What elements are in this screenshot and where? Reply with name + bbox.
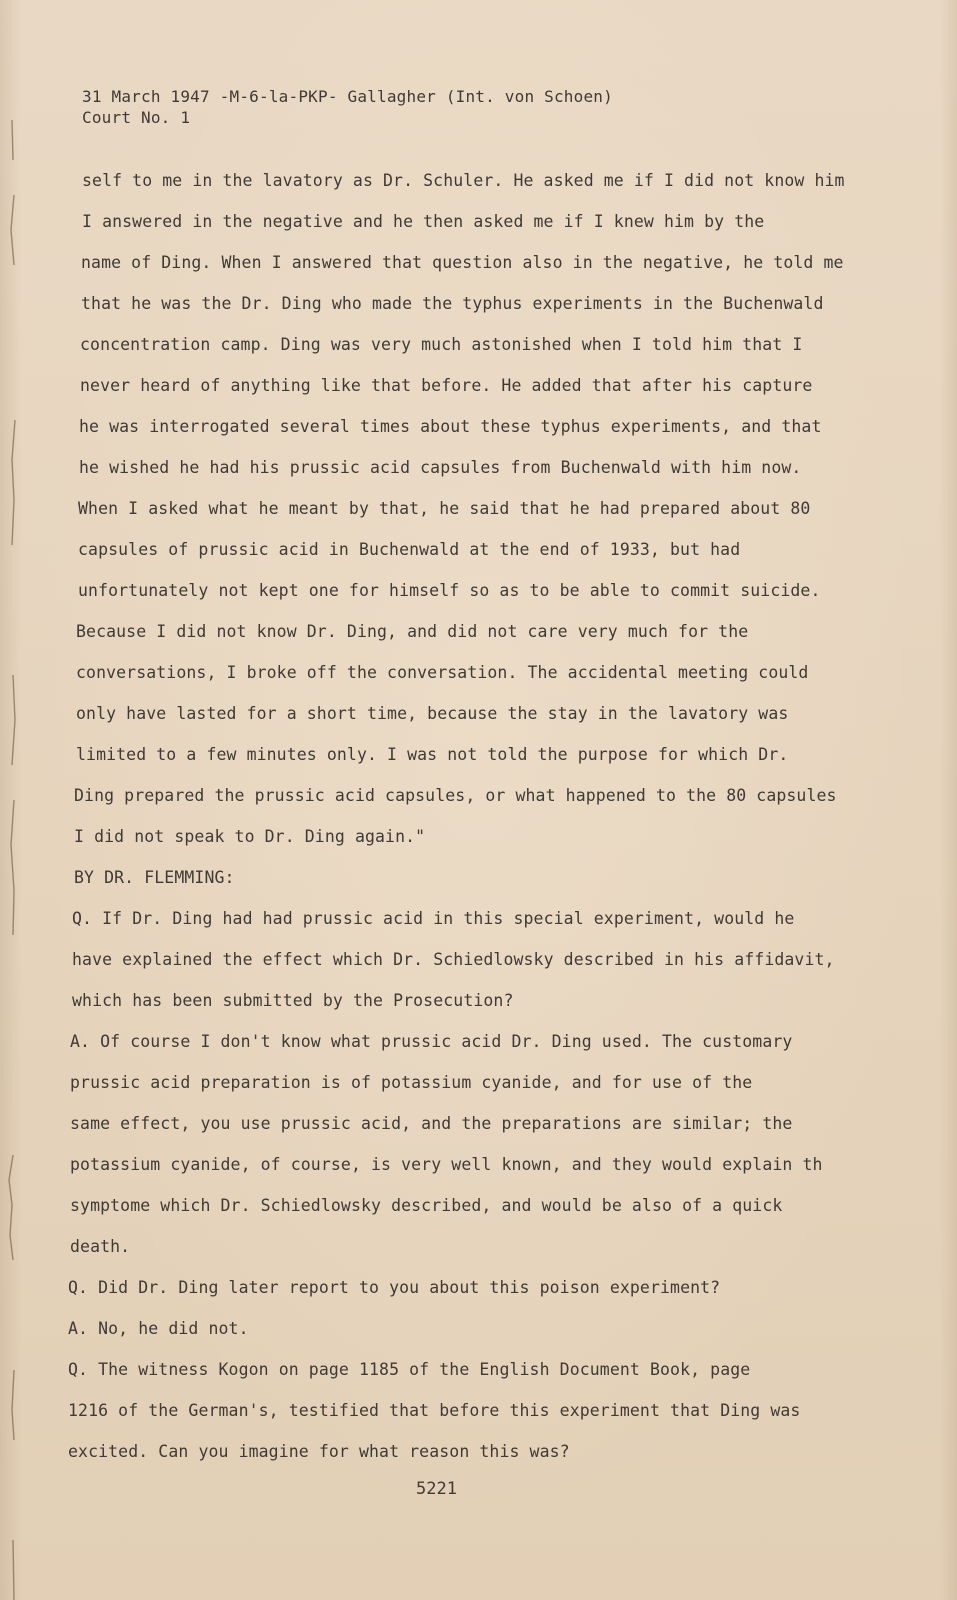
text-line: he wished he had his prussic acid capsules from Buchenwald with him now. (79, 458, 802, 477)
page-number: 5221 (416, 1479, 457, 1499)
text-line: 1216 of the German's, testified that before this experiment that Ding was (68, 1401, 801, 1420)
text-line: capsules of prussic acid in Buchenwald at the end of 1933, but had (78, 540, 741, 559)
text-line: never heard of anything like that before. He added that after his capture (80, 376, 813, 395)
text-line: Ding prepared the prussic acid capsules, or what happened to the 80 capsules (74, 786, 837, 805)
text-line: death. (70, 1237, 131, 1256)
text-line: Q. The witness Kogon on page 1185 of the English Document Book, page (68, 1360, 751, 1379)
text-line: self to me in the lavatory as Dr. Schuler. He asked me if I did not know him (82, 171, 845, 190)
text-line: limited to a few minutes only. I was not told the purpose for which Dr. (76, 745, 789, 764)
text-line: name of Ding. When I answered that question also in the negative, he told me (81, 253, 844, 272)
text-line: A. Of course I don't know what prussic acid Dr. Ding used. The customary (70, 1032, 793, 1051)
text-line: Because I did not know Dr. Ding, and did not care very much for the (76, 622, 749, 641)
text-line: Q. If Dr. Ding had had prussic acid in this special experiment, would he (72, 909, 795, 928)
text-line: have explained the effect which Dr. Schiedlowsky described in his affidavit, (72, 950, 835, 969)
text-line: prussic acid preparation is of potassium cyanide, and for use of the (70, 1073, 753, 1092)
torn-edge-marks (4, 0, 18, 1600)
text-line: excited. Can you imagine for what reason this was? (68, 1442, 570, 1461)
text-line: I did not speak to Dr. Ding again." (74, 827, 426, 846)
text-line: that he was the Dr. Ding who made the typhus experiments in the Buchenwald (81, 294, 824, 313)
text-line: he was interrogated several times about these typhus experiments, and that (79, 417, 822, 436)
text-line: same effect, you use prussic acid, and the preparations are similar; the (70, 1114, 793, 1133)
header-date-line: 31 March 1947 -M-6-la-PKP- Gallagher (Int. von Schoen) (82, 87, 613, 106)
text-line: concentration camp. Ding was very much astonished when I told him that I (80, 335, 803, 354)
text-line: conversations, I broke off the conversation. The accidental meeting could (76, 663, 809, 682)
text-line: symptome which Dr. Schiedlowsky described, and would be also of a quick (70, 1196, 783, 1215)
text-line: potassium cyanide, of course, is very well known, and they would explain th (70, 1155, 823, 1174)
text-line: only have lasted for a short time, because the stay in the lavatory was (76, 704, 789, 723)
header-court-line: Court No. 1 (82, 108, 191, 127)
page-right-edge (939, 0, 957, 1600)
text-line: unfortunately not kept one for himself so as to be able to commit suicide. (78, 581, 821, 600)
section-heading: BY DR. FLEMMING: (74, 868, 235, 887)
document-header (82, 86, 613, 128)
text-line: Q. Did Dr. Ding later report to you about this poison experiment? (68, 1278, 721, 1297)
text-line: I answered in the negative and he then asked me if I knew him by the (82, 212, 765, 231)
text-line: A. No, he did not. (68, 1319, 249, 1338)
text-line: When I asked what he meant by that, he said that he had prepared about 80 (78, 499, 811, 518)
text-line: which has been submitted by the Prosecution? (72, 991, 514, 1010)
